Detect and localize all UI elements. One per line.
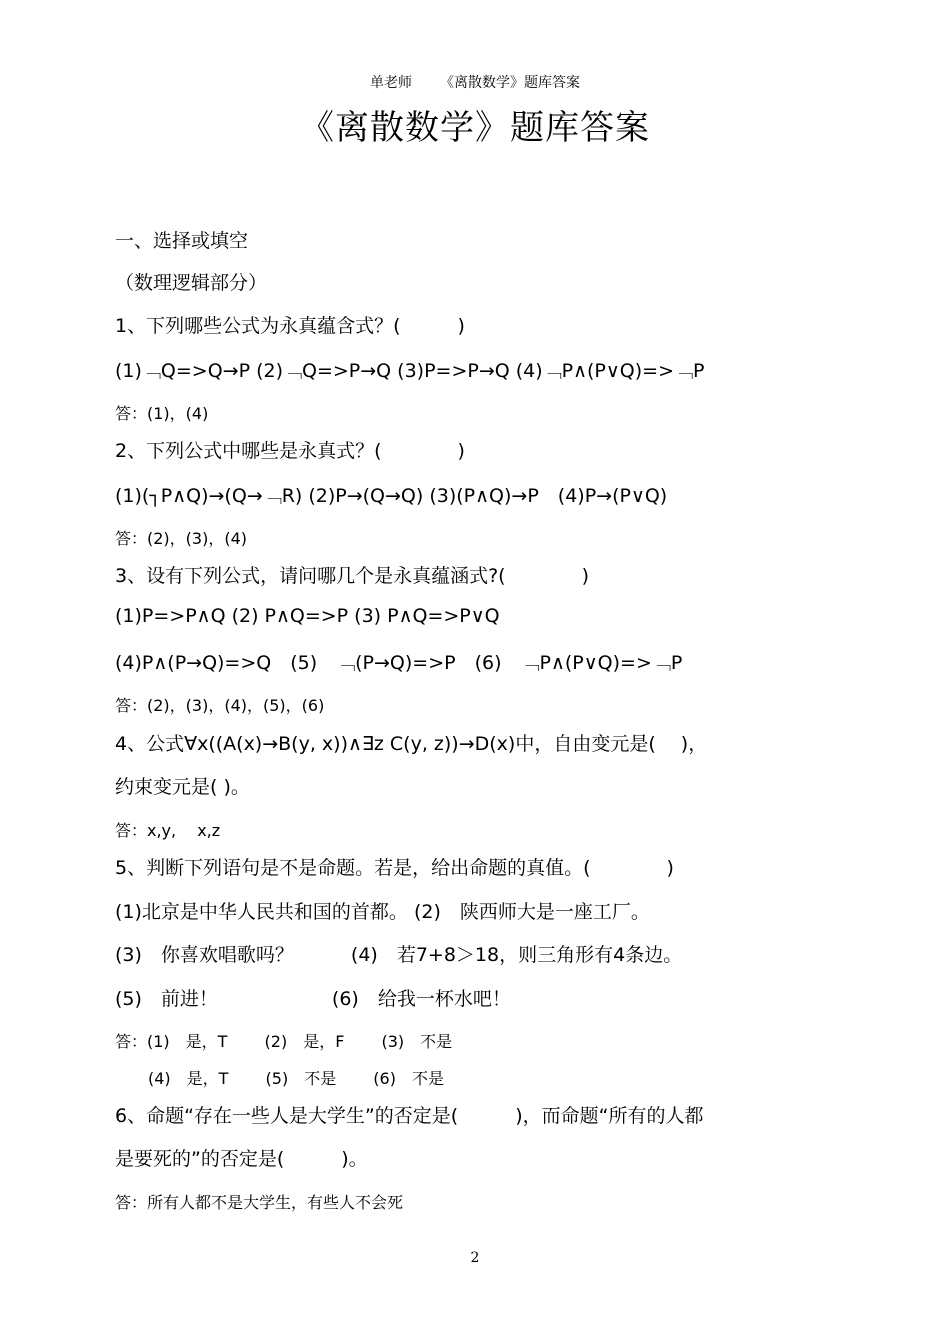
header-doc-title: 《离散数学》题库答案 (440, 75, 580, 91)
q3-answer: 答：(2)，(3)，(4)，(5)，(6) (115, 696, 325, 715)
q6-answer: 答：所有人都不是大学生，有些人不会死 (115, 1193, 404, 1212)
document-title: 《离散数学》题库答案 (300, 108, 650, 148)
q1-question: 1、下列哪些公式为永真蕴含式？( ) (115, 315, 465, 337)
q5-line-1: (1)北京是中华人民共和国的首都。 (2) 陕西师大是一座工厂。 (115, 901, 650, 923)
q5-line-2: (3) 你喜欢唱歌吗？ (4) 若7+8＞18，则三角形有4条边。 (115, 944, 683, 966)
q3-options-2: (4)P∧(P→Q)=>Q (5) ﹁(P→Q)=>P (6) ﹁P∧(P∨Q)=>﹁P (115, 652, 683, 674)
page-header (0, 72, 950, 92)
page-number: 2 (470, 1250, 480, 1266)
q3-question: 3、设有下列公式，请问哪几个是永真蕴涵式?( ) (115, 565, 589, 587)
section-heading: 一、选择或填空 (115, 230, 249, 252)
q5-question: 5、判断下列语句是不是命题。若是，给出命题的真值。( ) (115, 857, 674, 879)
q2-answer: 答：(2)，(3)，(4) (115, 529, 247, 548)
q1-answer: 答：(1)，(4) (115, 404, 209, 423)
q2-options: (1)(┐P∧Q)→(Q→﹁R) (2)P→(Q→Q) (3)(P∧Q)→P (4)P→(P∨Q) (115, 485, 668, 507)
header-author: 单老师 (370, 75, 412, 91)
q5-line-3: (5) 前进！ (6) 给我一杯水吧！ (115, 988, 511, 1010)
q3-options-1: (1)P=>P∧Q (2) P∧Q=>P (3) P∧Q=>P∨Q (115, 605, 500, 627)
q4-answer: 答：x,y, x,z (115, 821, 221, 840)
q5-answer-1: 答：(1) 是，T (2) 是，F (3) 不是 (115, 1032, 453, 1051)
q4-line-2: 约束变元是( )。 (115, 776, 250, 798)
q1-options: (1)﹁Q=>Q→P (2)﹁Q=>P→Q (3)P=>P→Q (4)﹁P∧(P∨Q)=>﹁P (115, 360, 705, 382)
q6-line-2: 是要死的”的否定是( )。 (115, 1148, 368, 1170)
subsection-heading: （数理逻辑部分） (115, 272, 268, 294)
q6-line-1: 6、命题“存在一些人是大学生”的否定是( )，而命题“所有的人都 (115, 1105, 704, 1127)
q4-line-1: 4、公式∀x((A(x)→B(y, x))∧∃z C(y, z))→D(x)中，自由变元是( )， (115, 733, 708, 755)
q5-answer-2: (4) 是，T (5) 不是 (6) 不是 (148, 1069, 444, 1088)
q2-question: 2、下列公式中哪些是永真式？( ) (115, 440, 465, 462)
